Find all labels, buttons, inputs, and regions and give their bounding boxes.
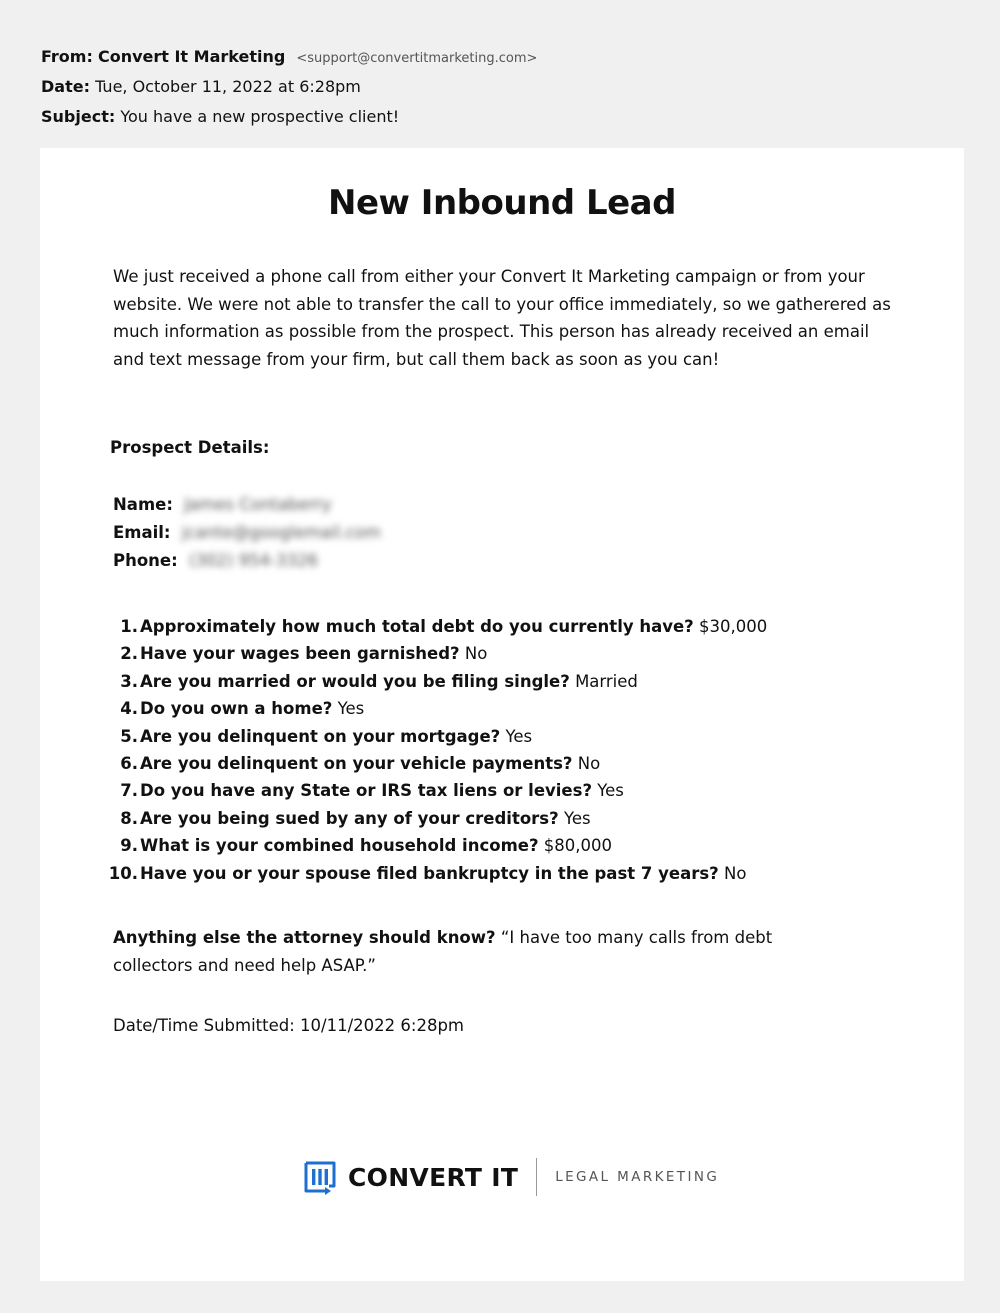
detail-value-blurred: jcante@googlemail.com xyxy=(181,523,381,542)
intro-paragraph: We just received a phone call from either your Convert It Marketing campaign or from your website. We were not able to transfer the call to your office immediately, so we gatherered as much information as possible from the prospect. This person has already received an email and text message from your firm, but call them back as soon as you can! xyxy=(113,267,891,369)
date-label: Date: xyxy=(41,77,90,96)
detail-value-blurred: James Contaberry xyxy=(184,495,332,514)
list-item xyxy=(100,805,767,832)
extra-answer: “I have too many calls from debt collectors and need help ASAP.” xyxy=(113,928,773,975)
from-line xyxy=(41,44,537,74)
answer-text: Yes xyxy=(505,726,533,746)
detail-label: Email: xyxy=(113,523,171,542)
list-item xyxy=(100,860,767,887)
list-item xyxy=(100,723,767,750)
prospect-details xyxy=(113,491,381,575)
item-number: 10. xyxy=(108,863,138,883)
from-name: Convert It Marketing xyxy=(97,47,286,66)
page-title: New Inbound Lead xyxy=(328,183,676,223)
detail-name xyxy=(113,491,381,519)
detail-phone xyxy=(113,547,381,575)
answer-text: No xyxy=(577,754,601,774)
item-number: 1. xyxy=(120,617,138,636)
list-item xyxy=(100,613,767,640)
from-address: <support@convertitmarketing.com> xyxy=(296,51,538,66)
item-number: 5. xyxy=(120,726,138,746)
company-logo xyxy=(302,1156,719,1198)
detail-label: Phone: xyxy=(113,551,178,570)
question-text: Have you or your spouse filed bankruptcy in the past 7 years? xyxy=(140,863,719,883)
answer-text: Married xyxy=(575,671,638,691)
subject-value: You have a new prospective client! xyxy=(120,107,400,126)
question-text: Do you have any State or IRS tax liens or levies? xyxy=(140,781,593,801)
list-item xyxy=(100,750,767,777)
logo-divider xyxy=(536,1158,537,1196)
answer-text: $30,000 xyxy=(699,617,768,636)
answer-text: Yes xyxy=(563,808,591,828)
question-text: Have your wages been garnished? xyxy=(140,644,460,664)
submitted-timestamp: Date/Time Submitted: 10/11/2022 6:28pm xyxy=(113,1016,464,1035)
answer-text: $80,000 xyxy=(543,836,613,856)
question-text: Are you being sued by any of your creditors? xyxy=(140,808,559,828)
question-text: Approximately how much total debt do you currently have? xyxy=(140,617,694,636)
item-number: 7. xyxy=(120,781,138,801)
question-list xyxy=(100,613,767,887)
item-number: 3. xyxy=(120,671,138,691)
from-label: From: xyxy=(41,47,93,66)
list-item xyxy=(100,777,767,804)
question-text: What is your combined household income? xyxy=(140,836,539,856)
answer-text: No xyxy=(723,863,747,883)
list-item xyxy=(100,640,767,667)
email-body xyxy=(40,148,964,1281)
answer-text: Yes xyxy=(337,699,365,719)
prospect-details-heading: Prospect Details: xyxy=(110,438,270,457)
date-line xyxy=(41,74,537,104)
question-text: Are you delinquent on your vehicle payments? xyxy=(140,754,573,774)
item-number: 2. xyxy=(120,644,138,664)
detail-email xyxy=(113,519,381,547)
date-value: Tue, October 11, 2022 at 6:28pm xyxy=(95,77,361,96)
item-number: 8. xyxy=(120,808,138,828)
question-text: Are you married or would you be filing single? xyxy=(140,671,570,691)
email-header xyxy=(41,44,537,134)
item-number: 4. xyxy=(120,699,138,719)
answer-text: Yes xyxy=(597,781,624,801)
extra-notes xyxy=(113,924,833,979)
answer-text: No xyxy=(464,644,488,664)
detail-label: Name: xyxy=(113,495,173,514)
convert-it-logo-icon xyxy=(302,1159,338,1195)
subject-label: Subject: xyxy=(41,107,116,126)
extra-question: Anything else the attorney should know? xyxy=(113,928,496,947)
list-item xyxy=(100,832,767,859)
list-item xyxy=(100,668,767,695)
logo-tagline: LEGAL MARKETING xyxy=(555,1169,720,1185)
list-item xyxy=(100,695,767,722)
detail-value-blurred: (302) 954-3326 xyxy=(188,551,319,570)
subject-line xyxy=(41,104,537,134)
logo-brand-name: CONVERT IT xyxy=(348,1162,519,1192)
item-number: 9. xyxy=(120,836,138,856)
question-text: Do you own a home? xyxy=(140,699,333,719)
item-number: 6. xyxy=(120,754,138,774)
question-text: Are you delinquent on your mortgage? xyxy=(140,726,501,746)
